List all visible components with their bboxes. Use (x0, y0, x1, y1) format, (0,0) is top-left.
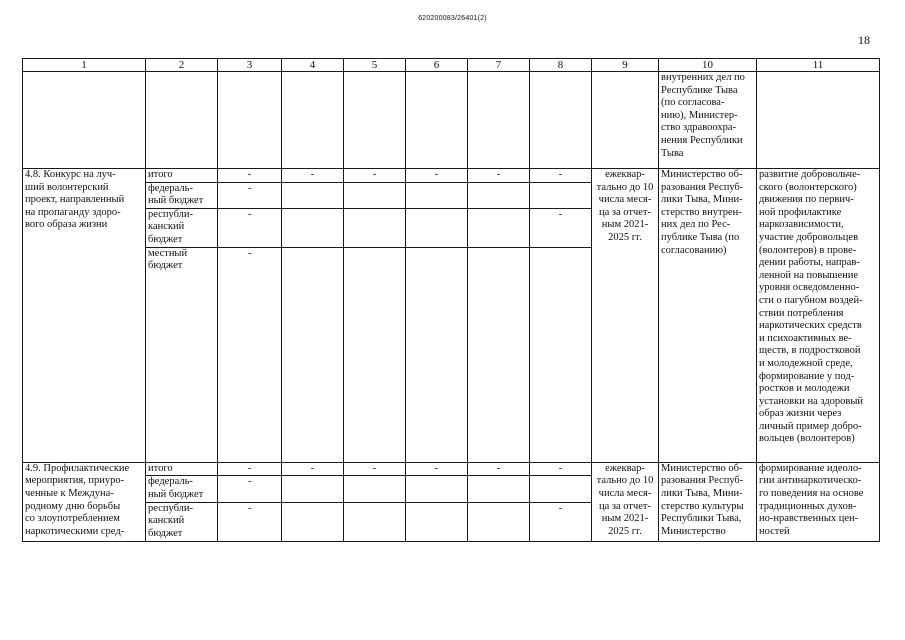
column-number: 11 (757, 59, 880, 72)
value-cell: - (218, 476, 282, 502)
responsible-cell: Министерство об- разования Респуб- лики Тыва, Мини- стерство культуры Республики Тыва, Министерство (659, 462, 757, 541)
funding-source-cell: итого (146, 169, 218, 183)
page-number: 18 (858, 33, 870, 47)
responsible-cell: внутренних дел по Республике Тыва (по согласова- нию), Министер- ство здравоохра- нения Республики Тыва (659, 72, 757, 169)
value-cell: - (468, 169, 530, 183)
value-cell: - (218, 247, 282, 462)
column-number: 2 (146, 59, 218, 72)
column-number: 8 (530, 59, 592, 72)
measure-cell: 4.8. Конкурс на луч- ший волонтерский проект, направленный на пропаганду здоро- вого образа жизни (23, 169, 146, 463)
measures-table (22, 58, 880, 542)
column-number: 4 (282, 59, 344, 72)
column-number: 7 (468, 59, 530, 72)
continuation-row (23, 72, 880, 169)
period-cell: ежеквар- тально до 10 числа меся- ца за отчет- ным 2021- 2025 гг. (592, 462, 659, 541)
funding-source-cell: местный бюджет (146, 247, 218, 462)
value-cell: - (218, 169, 282, 183)
funding-source-cell: федераль- ный бюджет (146, 476, 218, 502)
document-id: 620200083/26401(2) (418, 15, 487, 22)
value-cell: - (468, 462, 530, 476)
column-number: 6 (406, 59, 468, 72)
value-cell: - (218, 208, 282, 247)
column-number: 3 (218, 59, 282, 72)
result-cell: формирование идеоло- гии антинаркотическо- го поведения на основе традиционных духов- но-нравственных цен- ностей (757, 462, 880, 541)
funding-source-cell: республи- канский бюджет (146, 208, 218, 247)
value-cell: - (406, 169, 468, 183)
result-cell: развитие добровольче- ского (волонтерского) движения по первич- ной профилактике наркозависимости, участие добровольцев (волонтеров) в прове- дении работы, направ- ленной на повышение уровня осведомленно- сти о пагубном воздей- ствии потребления наркотических средств и психоактивных ве- ществ, в подростковой и молодежной среде, формирование у под- ростков и молодежи установки на здоровый образ жизни через личный пример добро- вольцев (волонтеров) (757, 169, 880, 463)
responsible-cell: Министерство об- разования Респуб- лики Тыва, Мини- стерство внутрен- них дел по Рес- публике Тыва (по согласованию) (659, 169, 757, 463)
funding-source-cell: республи- канский бюджет (146, 502, 218, 541)
column-number: 5 (344, 59, 406, 72)
period-cell: ежеквар- тально до 10 числа меся- ца за отчет- ным 2021- 2025 гг. (592, 169, 659, 463)
measure-cell: 4.9. Профилактические мероприятия, приуро- ченные к Междуна- родному дню борьбы со злоупотреблением наркотическими сред- (23, 462, 146, 541)
funding-source-cell: итого (146, 462, 218, 476)
value-cell: - (282, 462, 344, 476)
value-cell: - (218, 502, 282, 541)
column-number: 1 (23, 59, 146, 72)
value-cell: - (344, 169, 406, 183)
value-cell: - (218, 462, 282, 476)
value-cell: - (530, 502, 592, 541)
value-cell: - (344, 462, 406, 476)
value-cell: - (406, 462, 468, 476)
funding-source-cell: федераль- ный бюджет (146, 182, 218, 208)
table-row (23, 169, 880, 183)
column-number-row (23, 59, 880, 72)
column-number: 9 (592, 59, 659, 72)
value-cell: - (530, 462, 592, 476)
value-cell: - (282, 169, 344, 183)
value-cell: - (530, 169, 592, 183)
value-cell: - (530, 208, 592, 247)
column-number: 10 (659, 59, 757, 72)
value-cell: - (218, 182, 282, 208)
table-row (23, 462, 880, 476)
